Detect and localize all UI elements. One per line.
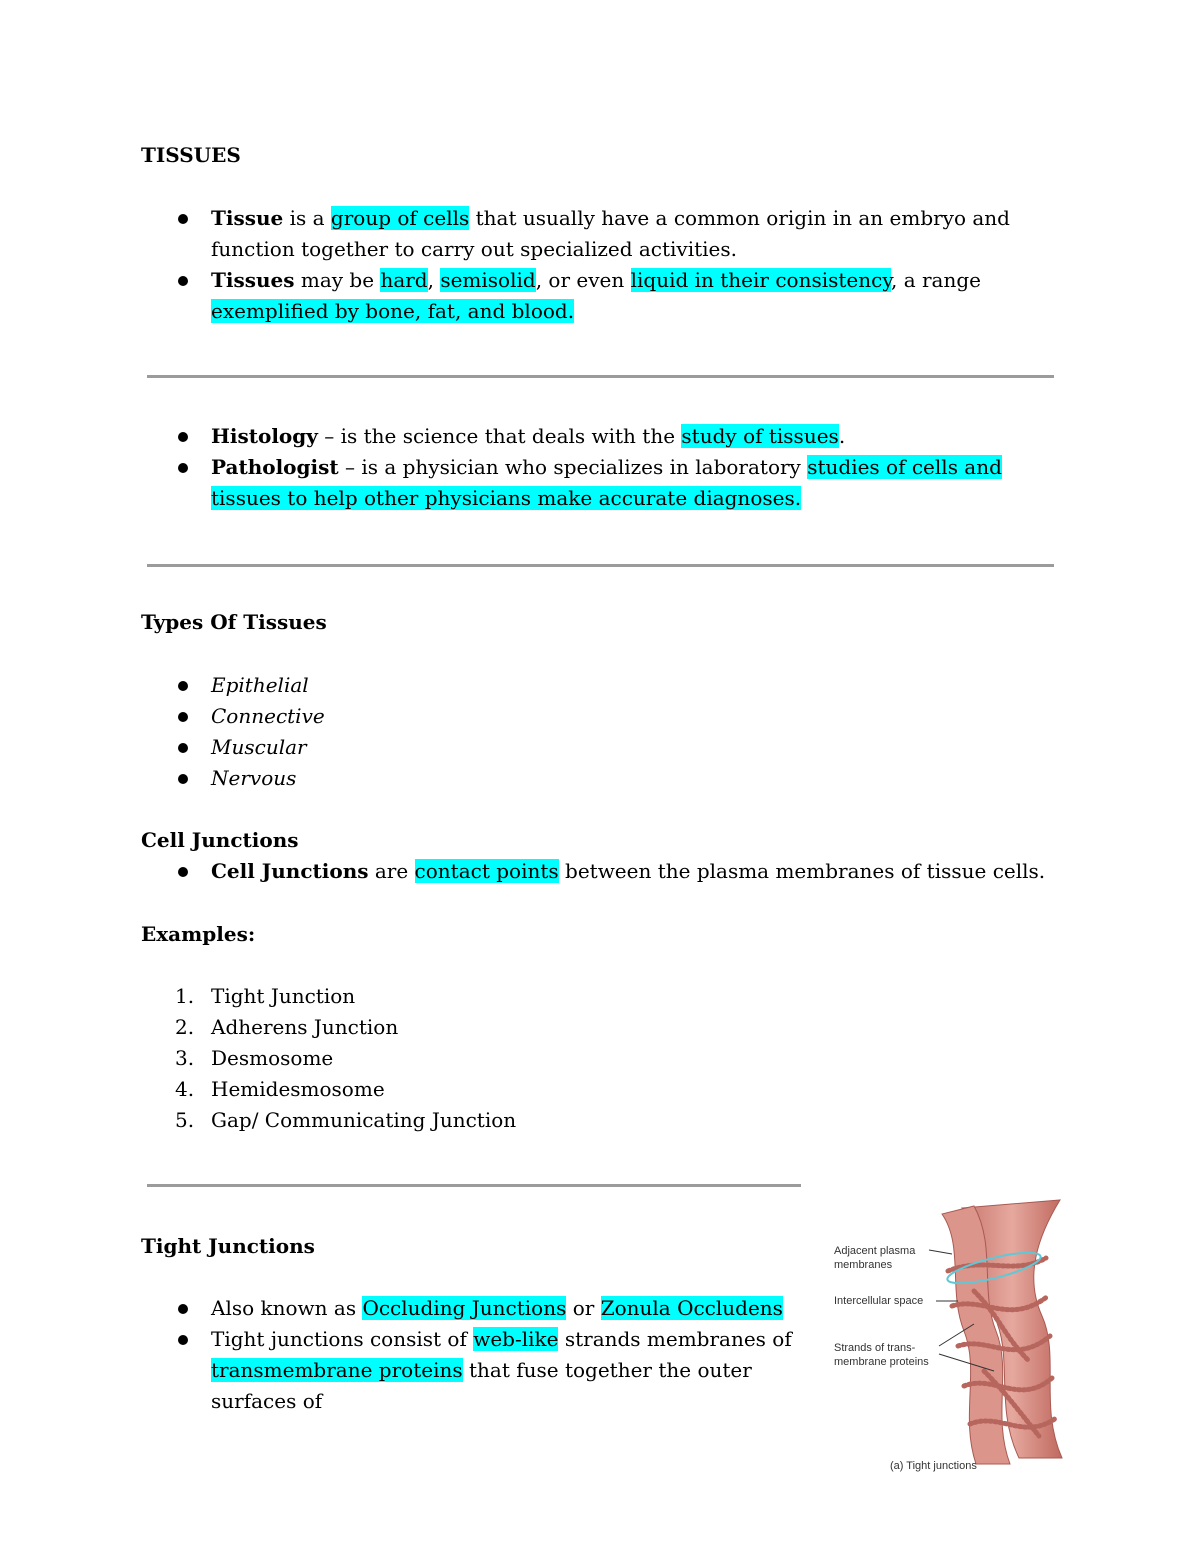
types-heading: Types Of Tissues: [141, 610, 327, 634]
tight-junction-illustration: [824, 1196, 1072, 1478]
examples-heading: Examples:: [141, 922, 256, 946]
bullet-icon: [178, 1335, 188, 1345]
list-item: Tight junctions consist of web-like strands membranes of transmembrane proteins that fuse together the outer surfaces of: [141, 1324, 811, 1417]
list-item: Cell Junctions are contact points between the plasma membranes of tissue cells.: [141, 856, 1061, 887]
list-item: 2. Adherens Junction: [175, 1015, 399, 1039]
tight-junction-figure: [824, 1196, 1072, 1478]
examples-numbered-list: [141, 981, 741, 1136]
list-item: 3. Desmosome: [175, 1046, 334, 1070]
label-adjacent-membranes-1: Adjacent plasma: [834, 1245, 916, 1257]
definitions-bullet-list: [141, 421, 1061, 514]
list-item: Muscular: [141, 732, 741, 763]
bullet-icon: [178, 743, 188, 753]
cell-junctions-list: [141, 856, 1061, 887]
bullet-icon: [178, 1304, 188, 1314]
cell-junctions-heading: Cell Junctions: [141, 828, 299, 852]
list-item: Nervous: [141, 763, 741, 794]
label-intercellular-space: Intercellular space: [834, 1295, 924, 1307]
bullet-icon: [178, 276, 188, 286]
list-item: Tissues may be hard, semisolid, or even liquid in their consistency, a range exemplified by bone, fat, and blood.: [141, 265, 1061, 327]
bullet-icon: [178, 867, 188, 877]
list-item: Also known as Occluding Junctions or Zonula Occludens: [141, 1293, 811, 1324]
label-strands-2: membrane proteins: [834, 1356, 929, 1368]
tissue-types-list: [141, 670, 741, 794]
list-item: Epithelial: [141, 670, 741, 701]
list-item: Tissue is a group of cells that usually have a common origin in an embryo and function together to carry out specialized activities.: [141, 203, 1061, 265]
horizontal-divider: [147, 564, 1054, 567]
bullet-icon: [178, 463, 188, 473]
horizontal-divider: [147, 1184, 801, 1187]
list-item: 4. Hemidesmosome: [175, 1077, 385, 1101]
horizontal-divider: [147, 375, 1054, 378]
tight-junctions-list: [141, 1293, 811, 1417]
label-strands-1: Strands of trans-: [834, 1342, 916, 1354]
list-item: Histology – is the science that deals with the study of tissues.: [141, 421, 1061, 452]
list-item: Connective: [141, 701, 741, 732]
bullet-icon: [178, 681, 188, 691]
list-item: 5. Gap/ Communicating Junction: [175, 1108, 517, 1132]
tight-junctions-heading: Tight Junctions: [141, 1234, 315, 1258]
bullet-icon: [178, 774, 188, 784]
list-item: 1. Tight Junction: [175, 984, 356, 1008]
bullet-icon: [178, 214, 188, 224]
bullet-icon: [178, 432, 188, 442]
label-adjacent-membranes-2: membranes: [834, 1259, 893, 1271]
figure-caption: (a) Tight junctions: [890, 1460, 977, 1472]
page-title: TISSUES: [141, 143, 241, 167]
list-item: Pathologist – is a physician who specializes in laboratory studies of cells and tissues to help other physicians make accurate diagnoses.: [141, 452, 1061, 514]
intro-bullet-list: [141, 203, 1061, 327]
bullet-icon: [178, 712, 188, 722]
